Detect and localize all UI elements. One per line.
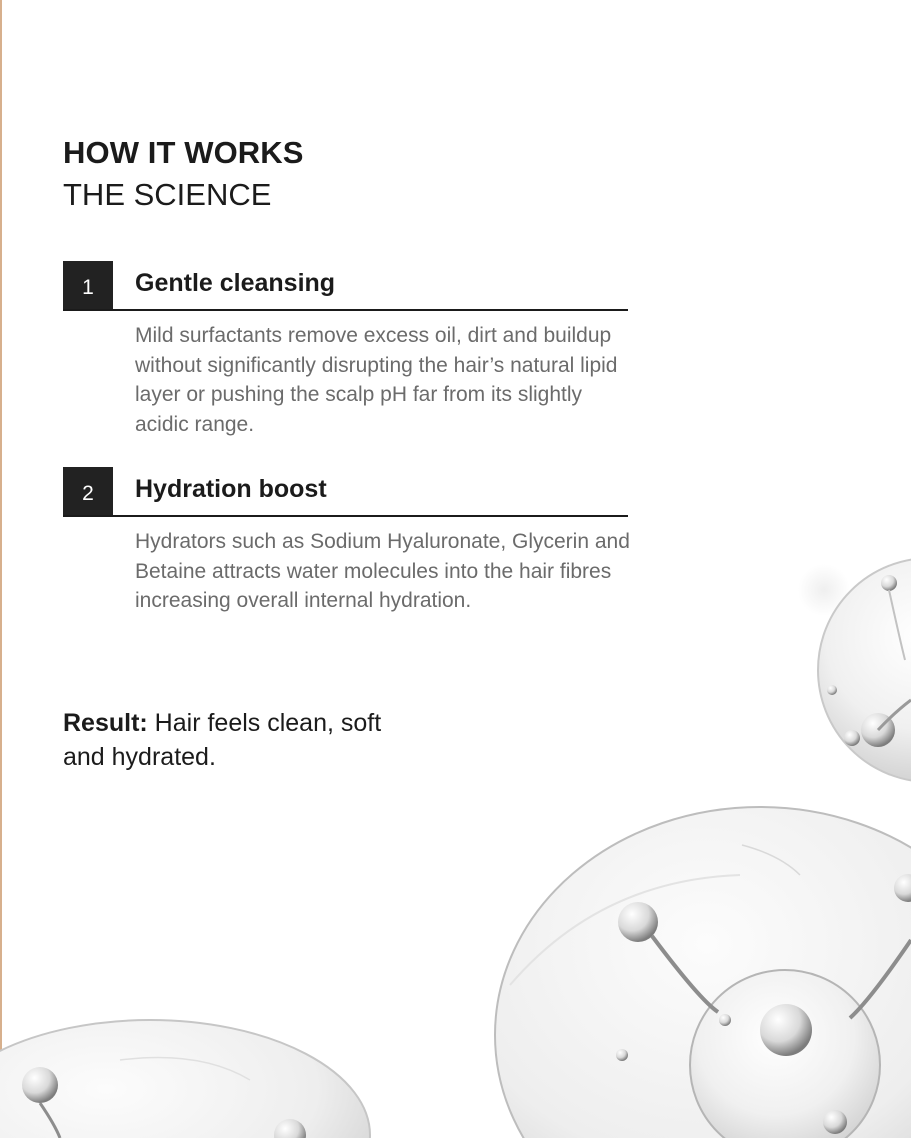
result-label: Result: [63,709,148,737]
step-description: Mild surfactants remove excess oil, dirt and buildup without significantly disrupting the hair’s natural lipid layer or pushing the scalp pH far from its slightly acidic range. [135,324,618,437]
page-subtitle: THE SCIENCE [63,177,272,212]
step-title: Gentle cleansing [135,269,336,297]
step-number-badge: 1 [63,261,113,309]
step-title: Hydration boost [135,474,327,503]
step-number-badge: 2 [63,467,113,515]
page-title: HOW IT WORKS [63,135,304,170]
result-text: Hair feels clean, soft and hydrated. [63,709,382,771]
bubble-bottom-left [0,1020,370,1138]
step-description: Hydrators such as Sodium Hyaluronate, Glycerin and Betaine attracts water molecules into the hair fibres increasing overall internal hydration. [135,529,630,613]
bubble-large-bottom [495,807,911,1138]
